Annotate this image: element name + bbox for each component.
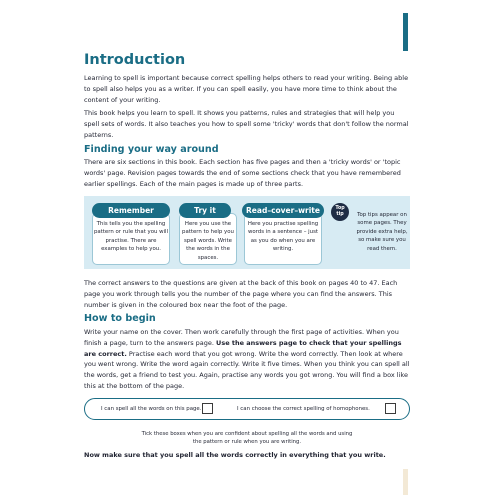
tick-instructions: Tick these boxes when you are confident about spelling all the words and using the pattern or rule when you are writing. bbox=[141, 431, 353, 446]
page-parts-panel bbox=[84, 196, 410, 269]
closing-statement: Now make sure that you spell all the words correctly in everything that you write. bbox=[84, 451, 386, 459]
self-check-checkbox-2[interactable] bbox=[385, 403, 396, 414]
remember-card bbox=[92, 213, 170, 265]
page-title: Introduction bbox=[84, 52, 186, 68]
try-it-card bbox=[179, 213, 237, 265]
self-check-bar bbox=[84, 398, 410, 420]
intro-paragraph-1: Learning to spell is important because correct spelling helps others to read your writing. Being able to spell also helps you as a writer. If you can spell easily, you have more time to think about the content of your writing. bbox=[84, 74, 409, 104]
read-cover-write-label: Read–cover–write bbox=[242, 203, 324, 218]
top-tip-text: Top tips appear on some pages. They provide extra help, so make sure you read them. bbox=[356, 212, 408, 252]
how-to-text-b: Practise each word that you got wrong. Write the word correctly. Then look at where you went wrong. Write the word again correctly. Write it five times. When you think you can spell all the words, get a friend to test you. Again, practise any words you got wrong. You will find a box like this at the bottom of the page. bbox=[84, 349, 410, 390]
try-it-label: Try it bbox=[179, 203, 231, 218]
remember-card-text: This tells you the spelling pattern or rule that you will practise. There are examples to help you. bbox=[93, 221, 169, 253]
answers-paragraph: The correct answers to the questions are given at the back of this book on pages 40 to 47. Each page you work through tells you the number of the page where you can find the answers. This number is given in the coloured box near the foot of the page. bbox=[84, 279, 398, 309]
top-tip-badge: Top tip bbox=[331, 203, 349, 221]
page-corner-marker bbox=[403, 469, 408, 495]
intro-paragraph-2: This book helps you learn to spell. It shows you patterns, rules and strategies that will help you spell sets of words. It also teaches you how to spell some 'tricky' words that don't follow the normal patterns. bbox=[84, 109, 409, 139]
remember-label: Remember bbox=[92, 203, 170, 218]
read-cover-write-card-text: Here you practise spelling words in a sentence – just as you do when you are writing. bbox=[247, 221, 319, 253]
how-to-bold-instruction: Use the answers page to check that your spellings are correct. bbox=[84, 338, 402, 358]
page-edge-marker bbox=[403, 13, 408, 51]
how-to-begin-paragraph bbox=[84, 327, 410, 392]
finding-paragraph: There are six sections in this book. Each section has five pages and then a 'tricky words' or 'topic words' page. Revision pages towards the end of some sections check that you have remembered earlier spellings. Each of the main pages is made up of three parts. bbox=[84, 158, 401, 188]
self-check-checkbox-1[interactable] bbox=[202, 403, 213, 414]
how-to-text-a: Write your name on the cover. Then work carefully through the first page of activities. When you finish a page, turn to the answers page. bbox=[84, 328, 399, 347]
try-it-card-text: Here you use the pattern to help you spell words. Write the words in the spaces. bbox=[182, 221, 234, 261]
how-to-begin-heading: How to begin bbox=[84, 313, 156, 324]
read-cover-write-card bbox=[244, 213, 322, 265]
finding-heading: Finding your way around bbox=[84, 144, 219, 155]
self-check-label-2: I can choose the correct spelling of homophones. bbox=[237, 406, 370, 412]
self-check-label-1: I can spell all the words on this page. bbox=[101, 406, 202, 412]
